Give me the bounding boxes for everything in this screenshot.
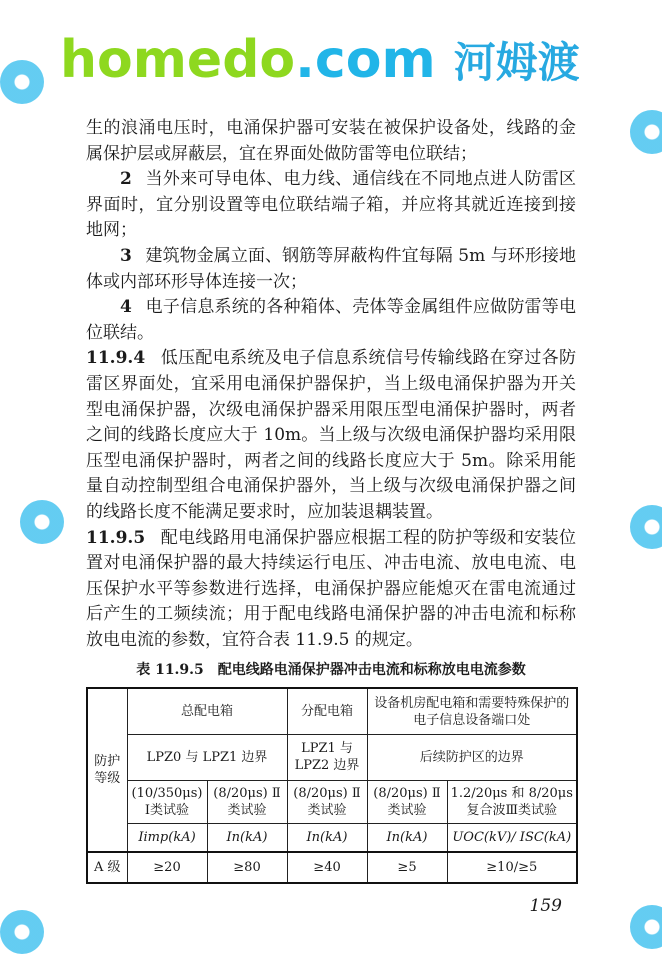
table-header-cell: LPZ0 与 LPZ1 边界 (127, 734, 287, 780)
table-header-cell: 总配电箱 (127, 688, 287, 734)
parameter-table (86, 687, 578, 884)
unit-cell: In(kA) (287, 823, 367, 852)
watermark-flower-icon (630, 110, 662, 154)
value-cell: ≥20 (127, 852, 207, 883)
paragraph-text: 生的浪涌电压时，电涌保护器可安装在被保护设备处，线路的金属保护层或屏蔽层，宜在界面处做防雷等电位联结； (86, 118, 576, 164)
paragraph (86, 244, 576, 295)
watermark-flower-icon (20, 500, 64, 544)
paragraph-text: 配电线路用电涌保护器应根据工程的防护等级和安装位置对电涌保护器的最大持续运行电压、冲击电流、放电电流、电压保护水平等参数进行选择，电涌保护器应能熄灭在雷电流通过后产生的工频续流；用于配电线路电涌保护器的冲击电流和标称放电电流的参数，宜符合表 11.9.5 的规定。 (86, 527, 576, 650)
table-title: 表 11.9.5 配电线路电涌保护器冲击电流和标称放电电流参数 (136, 662, 526, 679)
unit-cell: Iimp(kA) (127, 823, 207, 852)
paragraph (86, 295, 576, 346)
page-content (86, 116, 576, 916)
paragraph-text: 当外来可导电体、电力线、通信线在不同地点进人防雷区界面时，宜分别设置等电位联结端子箱，并应将其就近连接到接地网； (86, 169, 576, 241)
watermark-flower-icon (630, 905, 662, 949)
test-cell: (10/350μs) Ⅰ类试验 (127, 780, 207, 823)
watermark-flower-icon (0, 910, 44, 954)
unit-cell: In(kA) (367, 823, 447, 852)
item-number: 2 (120, 169, 132, 190)
paragraph (86, 167, 576, 244)
clause (86, 346, 576, 525)
table-header-cell: 分配电箱 (287, 688, 367, 734)
table-header-cell: 设备机房配电箱和需要特殊保护的电子信息设备端口处 (367, 688, 577, 734)
grade-cell: A 级 (87, 852, 127, 883)
value-cell: ≥5 (367, 852, 447, 883)
paragraph-text: 低压配电系统及电子信息系统信号传输线路在穿过各防雷区界面处，宜采用电涌保护器保护，当上级电涌保护器为开关型电涌保护器，次级电涌保护器采用限压型电涌保护器时，两者之间的线路长度应大于 10m。当上级与次级电涌保护器均采用限压型电涌保护器时，两者之间的线路长度应大于 5m。除采用能量自动控制型组合电涌保护器外，当上级与次级电涌保护器之间的线路长度不能满足要求时，应加装退耦装置。 (86, 348, 576, 522)
test-cell: 1.2/20μs 和 8/20μs 复合波Ⅲ类试验 (447, 780, 577, 823)
table-row (87, 852, 577, 883)
watermark-flower-icon (630, 505, 662, 549)
test-cell: (8/20μs) Ⅱ类试验 (207, 780, 287, 823)
value-cell: ≥40 (287, 852, 367, 883)
unit-cell: In(kA) (207, 823, 287, 852)
watermark-logo: homedo.com 河姆渡 (60, 30, 580, 90)
watermark-flower-icon (0, 60, 44, 104)
table-header-cell: LPZ1 与 LPZ2 边界 (287, 734, 367, 780)
paragraph (86, 116, 576, 167)
unit-cell: UOC(kV)/ ISC(kA) (447, 823, 577, 852)
test-cell: (8/20μs) Ⅱ类试验 (287, 780, 367, 823)
value-cell: ≥80 (207, 852, 287, 883)
table-header-cell: 后续防护区的边界 (367, 734, 577, 780)
paragraph-text: 建筑物金属立面、钢筋等屏蔽构件宜每隔 5m 与环形接地体或内部环形导体连接一次； (86, 245, 576, 292)
page-number: 159 (529, 896, 562, 917)
row-header: 防护等级 (87, 688, 127, 852)
test-cell: (8/20μs) Ⅱ类试验 (367, 780, 447, 823)
item-number: 3 (120, 245, 132, 266)
paragraph-text: 电子信息系统的各种箱体、壳体等金属组件应做防雷等电位联结。 (86, 297, 576, 343)
body-text (86, 116, 576, 653)
clause-number: 11.9.4 (86, 348, 146, 369)
item-number: 4 (120, 297, 132, 318)
clause-number: 11.9.5 (86, 527, 146, 548)
clause (86, 526, 576, 654)
value-cell: ≥10/≥5 (447, 852, 577, 883)
